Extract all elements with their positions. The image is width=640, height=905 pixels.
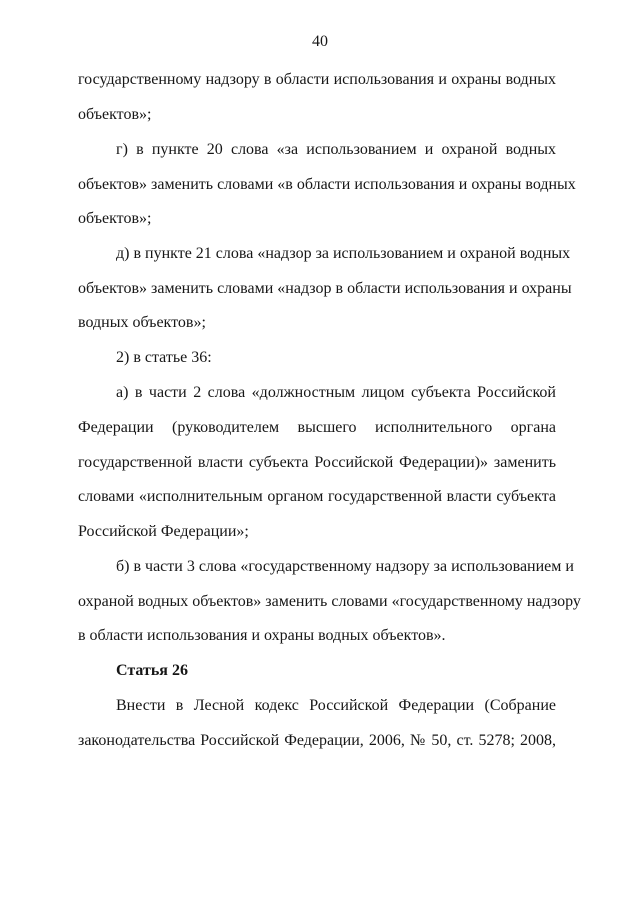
text-line: водных объектов»; (78, 314, 206, 331)
text-line: объектов»; (78, 106, 152, 123)
text-line: государственной власти субъекта Российской Федерации)» заменить (78, 454, 556, 471)
text-line: объектов»; (78, 210, 152, 227)
text-line: законодательства Российской Федерации, 2006, № 50, ст. 5278; 2008, (78, 732, 556, 749)
text-line: Федерации (руководителем высшего исполнительного органа (78, 419, 556, 436)
text-line: объектов» заменить словами «в области использования и охраны водных (78, 176, 576, 193)
text-line: словами «исполнительным органом государственной власти субъекта (78, 488, 556, 505)
article-heading: Статья 26 (116, 662, 188, 679)
text-line: а) в части 2 слова «должностным лицом субъекта Российской (116, 384, 556, 401)
page-number: 40 (312, 33, 328, 50)
text-line: в области использования и охраны водных объектов». (78, 627, 446, 644)
text-line: д) в пункте 21 слова «надзор за использованием и охраной водных (116, 245, 571, 262)
text-line: б) в части 3 слова «государственному надзору за использованием и (116, 558, 574, 575)
text-line: Российской Федерации»; (78, 523, 249, 540)
text-line: объектов» заменить словами «надзор в области использования и охраны (78, 280, 572, 297)
text-line: государственному надзору в области использования и охраны водных (78, 71, 556, 88)
text-line: г) в пункте 20 слова «за использованием и охраной водных (116, 141, 556, 158)
text-line: охраной водных объектов» заменить словами «государственному надзору (78, 593, 581, 610)
text-line: Внести в Лесной кодекс Российской Федерации (Собрание (116, 697, 556, 714)
text-line: 2) в статье 36: (116, 349, 212, 366)
